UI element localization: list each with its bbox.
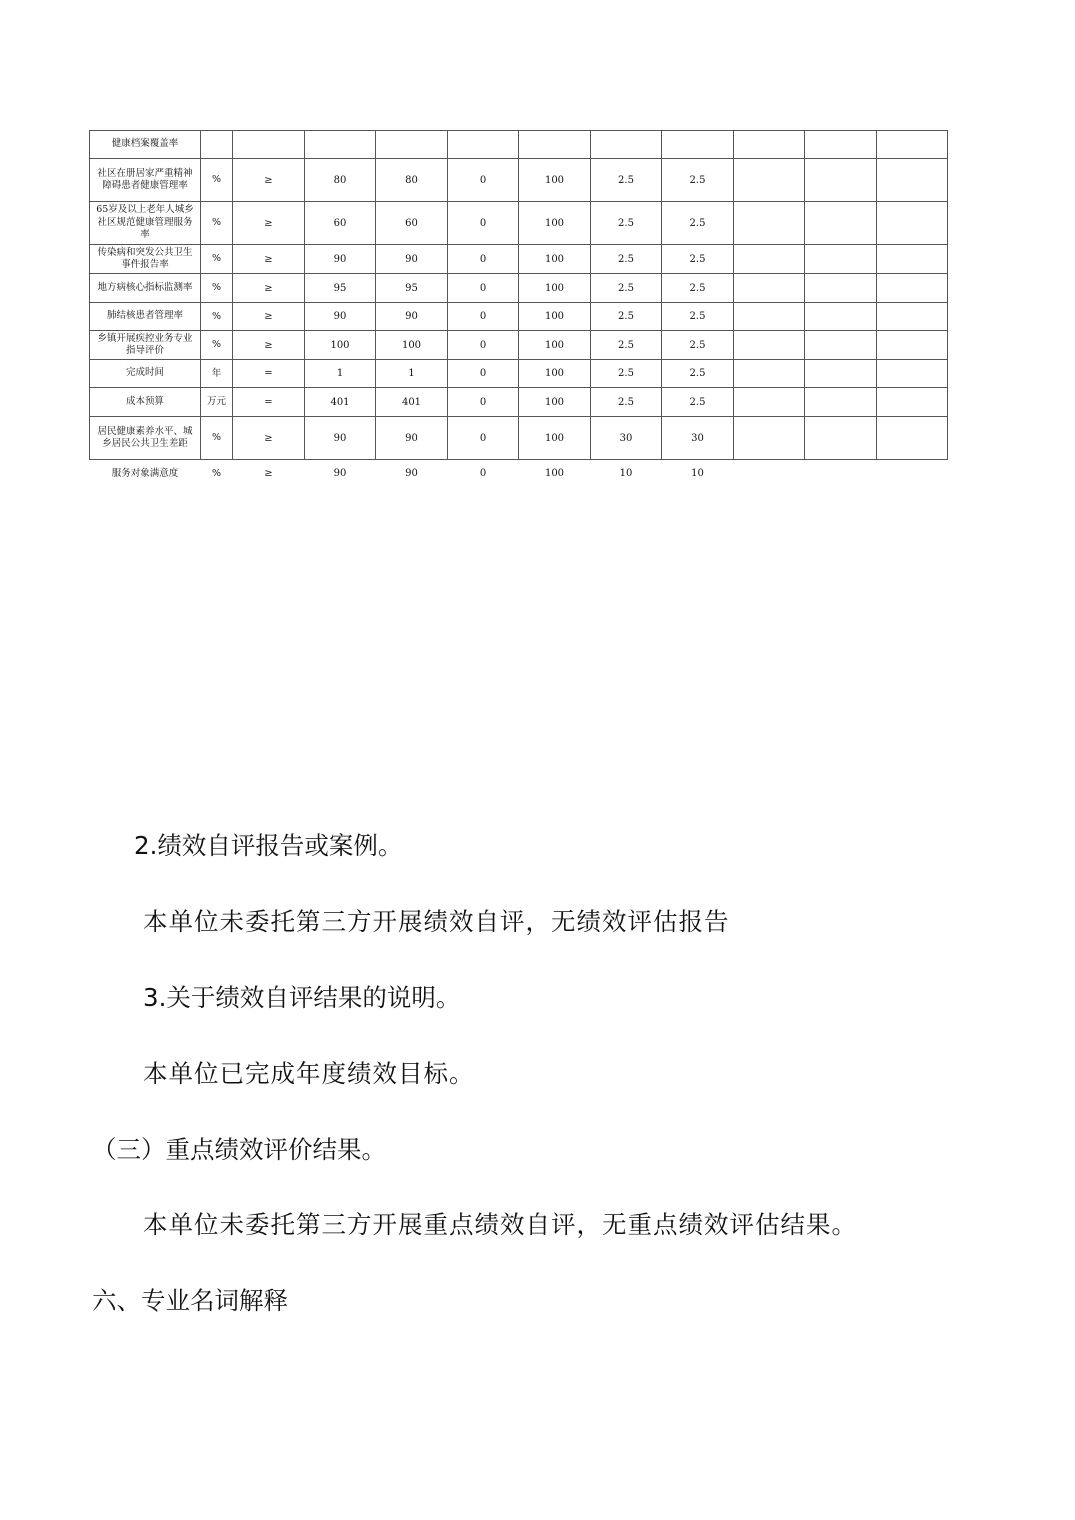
indicator-name-cell: 65岁及以上老年人城乡社区规范健康管理服务率 <box>90 202 201 245</box>
table-cell: 10 <box>619 468 633 480</box>
table-cell <box>805 245 877 274</box>
table-cell: ≥ <box>233 202 305 245</box>
heading-key-evaluation: （三）重点绩效评价结果。 <box>92 1135 386 1164</box>
table-cell: ≥ <box>233 303 305 331</box>
table-cell: 0 <box>448 331 519 360</box>
table-cell: 2.5 <box>591 245 662 274</box>
table-cell: 95 <box>376 274 448 303</box>
table-row <box>90 388 948 417</box>
table-cell: 90 <box>333 468 347 480</box>
table-cell: 2.5 <box>662 388 734 417</box>
table-cell: 年 <box>201 360 233 388</box>
table-row <box>90 417 948 460</box>
table-cell <box>805 388 877 417</box>
table-cell <box>877 360 948 388</box>
table-cell: % <box>201 245 233 274</box>
table-cell <box>877 460 948 488</box>
table-cell: 60 <box>376 202 448 245</box>
table-cell: 90 <box>305 245 376 274</box>
table-cell <box>877 131 948 159</box>
table-cell <box>305 131 376 159</box>
table-cell <box>805 131 877 159</box>
table-cell <box>734 202 805 245</box>
table-cell: 90 <box>305 417 376 460</box>
table-row <box>90 131 948 159</box>
indicator-name-cell: 肺结核患者管理率 <box>90 303 201 331</box>
heading-self-eval-result: 3.关于绩效自评结果的说明。 <box>143 983 461 1012</box>
table-cell: 100 <box>519 303 591 331</box>
table-body <box>90 131 948 488</box>
table-cell: 2.5 <box>591 303 662 331</box>
table-cell: % <box>201 159 233 202</box>
table-cell <box>376 131 448 159</box>
table-cell: 401 <box>376 388 448 417</box>
table-row <box>90 274 948 303</box>
table-cell <box>877 202 948 245</box>
table-cell <box>662 131 734 159</box>
table-cell: 2.5 <box>591 388 662 417</box>
indicator-name-cell: 健康档案覆盖率 <box>90 131 201 159</box>
table-cell: 60 <box>305 202 376 245</box>
table-row <box>90 159 948 202</box>
table-cell <box>734 245 805 274</box>
paragraph-self-eval-result: 本单位已完成年度绩效目标。 <box>143 1059 475 1088</box>
table-cell: 2.5 <box>591 360 662 388</box>
table-cell: ≥ <box>233 331 305 360</box>
table-cell <box>805 331 877 360</box>
table-cell: 100 <box>519 159 591 202</box>
table-cell <box>805 360 877 388</box>
table-cell: % <box>201 331 233 360</box>
table-cell <box>734 388 805 417</box>
table-cell <box>519 131 591 159</box>
table-cell: ≥ <box>233 245 305 274</box>
indicator-name-cell: 社区在册居家严重精神障碍患者健康管理率 <box>90 159 201 202</box>
table-cell <box>734 460 805 488</box>
table-cell: 1 <box>305 360 376 388</box>
indicator-name-cell: 服务对象满意度 <box>111 467 179 479</box>
table-cell: 2.5 <box>662 159 734 202</box>
heading-glossary: 六、专业名词解释 <box>92 1286 288 1315</box>
table-cell: 80 <box>376 159 448 202</box>
table-cell: 2.5 <box>662 274 734 303</box>
table-cell <box>877 159 948 202</box>
table-cell: 90 <box>376 303 448 331</box>
table-cell: 2.5 <box>662 360 734 388</box>
table-cell: % <box>211 467 222 479</box>
table-cell: = <box>233 388 305 417</box>
table-cell <box>448 131 519 159</box>
table-cell: 100 <box>305 331 376 360</box>
table-cell <box>805 460 877 488</box>
table-cell: 401 <box>305 388 376 417</box>
table-cell: 100 <box>544 468 565 480</box>
table-cell: % <box>201 417 233 460</box>
table-cell: 0 <box>448 274 519 303</box>
table-cell: ≥ <box>233 417 305 460</box>
table-cell: 100 <box>519 417 591 460</box>
table-cell: 0 <box>448 360 519 388</box>
table-cell <box>877 417 948 460</box>
table-cell <box>877 388 948 417</box>
table-cell: 2.5 <box>662 331 734 360</box>
table-cell: 0 <box>448 202 519 245</box>
table-cell <box>201 131 233 159</box>
table-cell: % <box>201 274 233 303</box>
table-cell <box>734 159 805 202</box>
table-cell <box>805 303 877 331</box>
table-row <box>90 331 948 360</box>
table-cell <box>734 131 805 159</box>
table-cell: 90 <box>376 245 448 274</box>
table-cell: 90 <box>305 303 376 331</box>
table-row <box>90 360 948 388</box>
indicator-name-cell: 乡镇开展疾控业务专业指导评价 <box>90 331 201 360</box>
table-cell: 0 <box>448 388 519 417</box>
table-cell: 30 <box>591 417 662 460</box>
table-cell: 100 <box>519 202 591 245</box>
indicator-name-cell: 传染病和突发公共卫生事件报告率 <box>90 245 201 274</box>
table-cell: 2.5 <box>662 245 734 274</box>
table-cell: 0 <box>448 245 519 274</box>
table-cell <box>734 360 805 388</box>
table-cell: 0 <box>479 468 487 480</box>
table-cell: 1 <box>376 360 448 388</box>
table-row <box>90 303 948 331</box>
table-cell: 80 <box>305 159 376 202</box>
table-cell: 100 <box>519 388 591 417</box>
performance-indicator-table <box>89 130 948 488</box>
table-cell: 2.5 <box>662 303 734 331</box>
indicator-name-cell: 完成时间 <box>90 360 201 388</box>
table-cell: 2.5 <box>591 159 662 202</box>
paragraph-self-eval-report: 本单位未委托第三方开展绩效自评，无绩效评估报告 <box>143 907 730 936</box>
table-cell: 2.5 <box>662 202 734 245</box>
table-cell <box>877 245 948 274</box>
table-cell <box>734 274 805 303</box>
table-cell: 100 <box>519 360 591 388</box>
table-cell <box>734 303 805 331</box>
table-cell: 2.5 <box>591 274 662 303</box>
table-cell: 30 <box>662 417 734 460</box>
table-cell: 万元 <box>201 388 233 417</box>
table-cell <box>233 131 305 159</box>
table-cell: ≥ <box>233 274 305 303</box>
table-cell <box>805 202 877 245</box>
table-cell: 2.5 <box>591 202 662 245</box>
indicator-name-cell: 成本预算 <box>90 388 201 417</box>
table-cell: = <box>233 360 305 388</box>
table-cell <box>877 331 948 360</box>
table-cell <box>591 131 662 159</box>
table-row <box>90 460 948 488</box>
paragraph-key-evaluation: 本单位未委托第三方开展重点绩效自评，无重点绩效评估结果。 <box>143 1210 857 1239</box>
table-cell: ≥ <box>233 159 305 202</box>
table-cell: 0 <box>448 303 519 331</box>
table-cell <box>877 274 948 303</box>
table-cell <box>877 303 948 331</box>
heading-self-eval-report: 2.绩效自评报告或案例。 <box>134 831 403 860</box>
table-cell: 100 <box>519 331 591 360</box>
table-cell: 10 <box>691 468 704 480</box>
table-cell: 2.5 <box>591 331 662 360</box>
table-cell <box>805 417 877 460</box>
table-cell: % <box>201 303 233 331</box>
indicator-name-cell: 居民健康素养水平、城乡居民公共卫生差距 <box>90 417 201 460</box>
table-cell <box>734 331 805 360</box>
indicator-name-cell: 地方病核心指标监测率 <box>90 274 201 303</box>
table-cell: ≥ <box>264 468 273 480</box>
table-row <box>90 245 948 274</box>
table-cell: 90 <box>405 468 418 480</box>
table-cell <box>805 274 877 303</box>
table-row <box>90 202 948 245</box>
table-cell: 100 <box>376 331 448 360</box>
table-cell: 100 <box>519 245 591 274</box>
table-cell: 0 <box>448 159 519 202</box>
table-cell: 95 <box>305 274 376 303</box>
table-cell <box>734 417 805 460</box>
table-cell <box>805 159 877 202</box>
table-cell: 0 <box>448 417 519 460</box>
table-cell: 100 <box>519 274 591 303</box>
table-cell: 90 <box>376 417 448 460</box>
table-cell: % <box>201 202 233 245</box>
